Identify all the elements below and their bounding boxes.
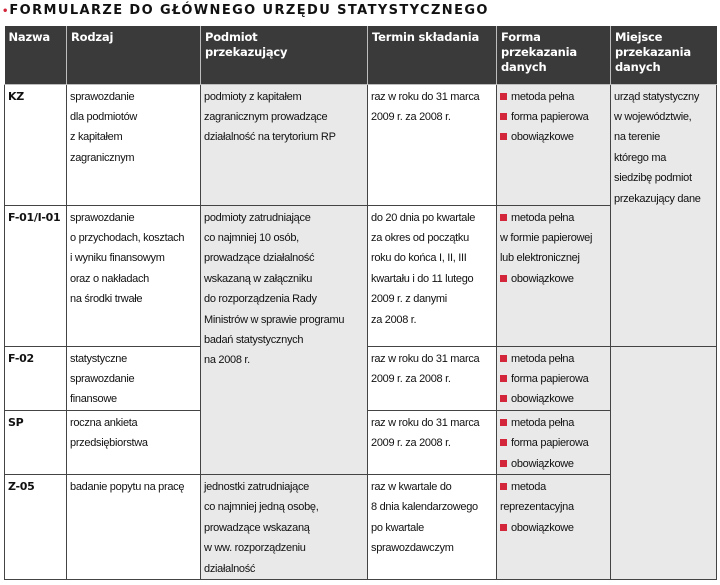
cell-deadline <box>368 205 497 346</box>
form-item-text: obowiązkowe <box>511 393 574 406</box>
cell-line: z kapitałem <box>70 131 123 144</box>
square-bullet-icon <box>500 275 507 282</box>
cell-line: na środki trwałe <box>70 293 143 306</box>
header-deadline <box>368 26 497 84</box>
cell-type <box>67 474 201 579</box>
cell-line: do rozporządzenia Rady <box>204 293 317 306</box>
cell-line: 2009 r. za 2008 r. <box>371 110 451 123</box>
cell-line: siedzibę podmiot <box>614 172 692 185</box>
form-item <box>500 87 607 107</box>
cell-line: 2009 r. za 2008 r. <box>371 437 451 450</box>
cell-line: sprawozdawczym <box>371 542 454 555</box>
cell-line: do 20 dnia po kwartale <box>371 211 476 224</box>
form-item-text: obowiązkowe <box>511 457 574 470</box>
form-item-text: metoda pełna <box>511 416 575 429</box>
cell-deadline <box>368 346 497 410</box>
form-item <box>500 349 607 369</box>
table-header-row <box>5 26 717 84</box>
header-line: Rodzaj <box>71 30 114 44</box>
cell-line: sprawozdanie <box>70 211 135 224</box>
cell-deadline <box>368 410 497 474</box>
cell-form <box>497 205 611 346</box>
cell-line: którego ma <box>614 151 667 164</box>
table-row <box>5 205 717 346</box>
square-bullet-icon <box>500 419 507 426</box>
cell-line: przekazujący dane <box>614 192 701 205</box>
page-title <box>2 1 489 21</box>
cell-line: działalność <box>204 562 256 575</box>
form-item <box>500 433 607 453</box>
header-line: Nazwa <box>8 30 50 44</box>
header-line: Termin składania <box>372 30 480 44</box>
cell-type <box>67 84 201 205</box>
header-place <box>611 26 717 84</box>
cell-line: oraz o nakładach <box>70 272 149 285</box>
cell-line: raz w roku do 31 marca <box>371 352 480 365</box>
header-line: przekazania <box>615 45 691 59</box>
cell-line: działalność na terytorium RP <box>204 131 336 144</box>
cell-line: Ministrów w sprawie programu <box>204 313 345 326</box>
form-item-text: obowiązkowe <box>511 521 574 534</box>
form-item-text: obowiązkowe <box>511 131 574 144</box>
form-item-text: w formie papierowej <box>500 231 593 244</box>
cell-line: na terenie <box>614 131 660 144</box>
form-item <box>500 208 607 228</box>
table-row <box>5 84 717 205</box>
cell-name: Z-05 <box>5 474 67 579</box>
cell-form <box>497 474 611 579</box>
cell-line: sprawozdanie <box>70 372 135 385</box>
cell-line: podmioty z kapitałem <box>204 90 302 103</box>
square-bullet-icon <box>500 524 507 531</box>
header-name <box>5 26 67 84</box>
square-bullet-icon <box>500 355 507 362</box>
form-item-text: forma papierowa <box>511 372 589 385</box>
square-bullet-icon <box>500 214 507 221</box>
cell-line: przedsiębiorstwa <box>70 437 148 450</box>
cell-line: w ww. rozporządzeniu <box>204 542 306 555</box>
cell-line: zagranicznym prowadzące <box>204 110 328 123</box>
form-item <box>500 107 607 127</box>
cell-line: zagranicznym <box>70 151 135 164</box>
header-line: danych <box>615 60 661 74</box>
cell-line: co najmniej jedną osobę, <box>204 501 319 514</box>
cell-line: po kwartale <box>371 521 424 534</box>
form-item-text: obowiązkowe <box>511 272 574 285</box>
cell-line: 8 dnia kalendarzowego <box>371 501 478 514</box>
form-item <box>500 248 607 268</box>
cell-entity <box>201 205 368 474</box>
cell-name: F-02 <box>5 346 67 410</box>
square-bullet-icon <box>500 460 507 467</box>
cell-line: raz w roku do 31 marca <box>371 90 480 103</box>
cell-line: co najmniej 10 osób, <box>204 231 299 244</box>
form-item <box>500 269 607 289</box>
cell-line: za okres od początku <box>371 231 469 244</box>
cell-type <box>67 410 201 474</box>
square-bullet-icon <box>500 375 507 382</box>
cell-deadline <box>368 84 497 205</box>
cell-line: wskazaną w załączniku <box>204 272 313 285</box>
cell-line: badań statystycznych <box>204 333 304 346</box>
form-item-text: metoda pełna <box>511 90 575 103</box>
form-item <box>500 497 607 517</box>
cell-line: i wyniku finansowym <box>70 252 165 265</box>
form-item <box>500 413 607 433</box>
title-text: FORMULARZE DO GŁÓWNEGO URZĘDU STATYSTYCZNEGO <box>9 3 489 18</box>
cell-form <box>497 84 611 205</box>
cell-line: za 2008 r. <box>371 313 417 326</box>
square-bullet-icon <box>500 113 507 120</box>
cell-place-blank <box>611 346 717 579</box>
form-item-text: metoda pełna <box>511 211 575 224</box>
cell-line: sprawozdanie <box>70 90 135 103</box>
square-bullet-icon <box>500 395 507 402</box>
form-item <box>500 454 607 474</box>
form-item-text: reprezentacyjna <box>500 501 574 514</box>
header-line: Miejsce <box>615 30 663 44</box>
cell-line: badanie popytu na pracę <box>70 480 185 493</box>
form-item <box>500 518 607 538</box>
cell-line: na 2008 r. <box>204 354 250 367</box>
cell-entity <box>201 474 368 579</box>
cell-line: finansowe <box>70 393 117 406</box>
cell-line: raz w roku do 31 marca <box>371 416 480 429</box>
cell-line: podmioty zatrudniające <box>204 211 311 224</box>
header-line: Podmiot <box>205 30 258 44</box>
square-bullet-icon <box>500 483 507 490</box>
square-bullet-icon <box>500 133 507 140</box>
cell-place <box>611 84 717 346</box>
form-item-text: lub elektronicznej <box>500 252 580 265</box>
header-entity <box>201 26 368 84</box>
form-item <box>500 228 607 248</box>
cell-line: dla podmiotów <box>70 110 138 123</box>
table-row <box>5 474 717 579</box>
form-item-text: forma papierowa <box>511 437 589 450</box>
cell-line: statystyczne <box>70 352 127 365</box>
form-item-text: metoda pełna <box>511 352 575 365</box>
cell-line: raz w kwartale do <box>371 480 452 493</box>
cell-line: jednostki zatrudniające <box>204 480 310 493</box>
cell-line: w województwie, <box>614 110 692 123</box>
form-item <box>500 369 607 389</box>
cell-entity <box>201 84 368 205</box>
cell-line: urząd statystyczny <box>614 90 700 103</box>
header-line: przekazania <box>501 45 577 59</box>
form-item <box>500 477 607 497</box>
header-line: Forma <box>501 30 541 44</box>
square-bullet-icon <box>500 439 507 446</box>
form-item-text: forma papierowa <box>511 110 589 123</box>
cell-line: prowadzące działalność <box>204 252 315 265</box>
header-form <box>497 26 611 84</box>
forms-table <box>4 26 717 580</box>
square-bullet-icon <box>500 93 507 100</box>
header-type <box>67 26 201 84</box>
cell-type <box>67 346 201 410</box>
cell-name: F-01/I-01 <box>5 205 67 346</box>
cell-form <box>497 410 611 474</box>
cell-name: KZ <box>5 84 67 205</box>
cell-line: 2009 r. z danymi <box>371 293 447 306</box>
header-line: danych <box>501 60 547 74</box>
cell-line: o przychodach, kosztach <box>70 231 185 244</box>
cell-line: roczna ankieta <box>70 416 138 429</box>
cell-name: SP <box>5 410 67 474</box>
cell-form <box>497 346 611 410</box>
form-item <box>500 389 607 409</box>
title-marker: • <box>2 6 9 17</box>
cell-deadline <box>368 474 497 579</box>
cell-line: roku do końca I, II, III <box>371 252 467 265</box>
cell-line: kwartału i do 11 lutego <box>371 272 474 285</box>
cell-line: 2009 r. za 2008 r. <box>371 372 451 385</box>
cell-line: prowadzące wskazaną <box>204 521 310 534</box>
cell-type <box>67 205 201 346</box>
form-item-text: metoda <box>511 480 546 493</box>
header-line: przekazujący <box>205 45 288 59</box>
form-item <box>500 127 607 147</box>
